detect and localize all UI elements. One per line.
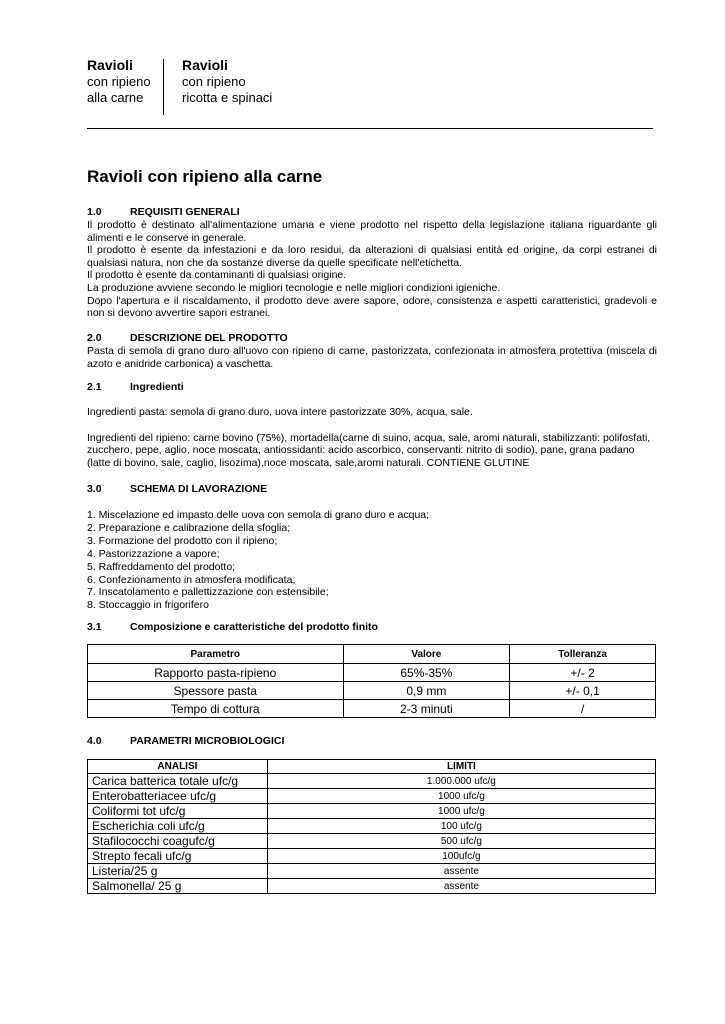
section-parametri-microbiologici <box>87 735 657 748</box>
section-number: 3.0 <box>87 483 102 495</box>
section-ingredienti <box>87 381 657 469</box>
section-composizione <box>87 621 657 634</box>
table-cell: +/- 0,1 <box>510 682 656 700</box>
process-step: 7. Inscatolamento e pallettizzazione con estensibile; <box>87 586 329 599</box>
process-step: 4. Pastorizzazione a vapore; <box>87 547 220 560</box>
column-header: Tolleranza <box>510 645 656 664</box>
table-cell: Salmonella/ 25 g <box>88 879 268 894</box>
header-subtitle: con ripieno <box>87 74 151 89</box>
section-title: REQUISITI GENERALI <box>130 206 240 218</box>
process-steps-list <box>87 509 657 612</box>
section-title: PARAMETRI MICROBIOLOGICI <box>130 735 285 747</box>
header-rule <box>87 128 653 129</box>
paragraph: Il prodotto è esente da contaminanti di qualsiasi origine. <box>87 269 347 282</box>
table-row <box>88 834 656 849</box>
table-cell: Enterobatteriacee ufc/g <box>88 789 268 804</box>
header-column-carne <box>87 57 162 106</box>
header-divider <box>163 59 164 115</box>
table-cell: Strepto fecali ufc/g <box>88 849 268 864</box>
column-header: Valore <box>343 645 510 664</box>
section-heading <box>87 206 657 219</box>
table-row <box>88 879 656 894</box>
section-number: 2.1 <box>87 381 102 393</box>
table-cell: 100ufc/g <box>267 849 655 864</box>
table-cell: Tempo di cottura <box>88 700 344 718</box>
section-descrizione <box>87 332 657 370</box>
header-subtitle: con ripieno <box>182 74 246 89</box>
table-cell: 1000 ufc/g <box>267 789 655 804</box>
section-number: 1.0 <box>87 206 102 218</box>
table-cell: +/- 2 <box>510 664 656 682</box>
section-title: DESCRIZIONE DEL PRODOTTO <box>130 332 288 344</box>
process-step: 1. Miscelazione ed impasto delle uova con semola di grano duro e acqua; <box>87 509 430 521</box>
paragraph: Dopo l'apertura e il riscaldamento, il prodotto deve avere sapore, odore, consistenza e aspetti caratteristici, gradevoli e non si devono avvertire sapori estranei. <box>87 294 657 320</box>
paragraph: Pasta di semola di grano duro all'uovo con ripieno di carne, pastorizzata, confezionata in atmosfera protettiva (miscela di azoto e anidride carbonica) a vaschetta. <box>87 345 657 370</box>
table-cell: Carica batterica totale ufc/g <box>88 774 268 789</box>
column-header: Parametro <box>88 645 344 664</box>
process-step: 2. Preparazione e calibrazione della sfoglia; <box>87 521 291 534</box>
paragraph: La produzione avviene secondo le migliori tecnologie e nelle migliori condizioni igieniche. <box>87 281 501 294</box>
process-step: 8. Stoccaggio in frigorifero <box>87 599 209 612</box>
table-cell: 1000 ufc/g <box>267 804 655 819</box>
table-cell: 65%-35% <box>343 664 510 682</box>
table-cell: 0,9 mm <box>343 682 510 700</box>
column-header: LIMITI <box>267 760 655 774</box>
paragraph: Il prodotto è destinato all'alimentazione umana e viene prodotto nel rispetto della legislazione italiana riguardante gli alimenti e le conserve in generale. <box>87 219 657 244</box>
table-cell: assente <box>267 879 655 894</box>
table-row <box>88 664 656 682</box>
header-title: Ravioli <box>87 57 133 73</box>
table-cell: assente <box>267 864 655 879</box>
table-row <box>88 789 656 804</box>
paragraph: Il prodotto è esente da infestazioni e da loro residui, da alterazioni di qualsiasi entità ed origine, da corpi estranei di qualsiasi natura, non che da sostanze diverse da quelle specificate nell'etichetta. <box>87 244 657 269</box>
table-cell: 2-3 minuti <box>343 700 510 718</box>
table-cell: 1.000.000 ufc/g <box>267 774 655 789</box>
table-row <box>88 819 656 834</box>
section-title: SCHEMA DI LAVORAZIONE <box>130 483 268 495</box>
page-title: Ravioli con ripieno alla carne <box>87 167 323 186</box>
table-cell: Listeria/25 g <box>88 864 268 879</box>
table-cell: Escherichia coli ufc/g <box>88 819 268 834</box>
section-number: 4.0 <box>87 735 102 747</box>
section-number: 2.0 <box>87 332 102 344</box>
header-column-ricotta <box>182 57 322 106</box>
process-step: 3. Formazione del prodotto con il ripieno; <box>87 534 278 547</box>
section-heading <box>87 483 657 496</box>
section-heading <box>87 332 657 345</box>
section-heading <box>87 735 657 748</box>
process-step: 6. Confezionamento in atmosfera modificata; <box>87 573 296 586</box>
section-title: Composizione e caratteristiche del prodotto finito <box>130 621 378 633</box>
process-step: 5. Raffreddamento del prodotto; <box>87 560 236 573</box>
table-row <box>88 774 656 789</box>
table-row <box>88 700 656 718</box>
column-header: ANALISI <box>88 760 268 774</box>
section-title: Ingredienti <box>130 381 184 393</box>
section-number: 3.1 <box>87 621 102 633</box>
table-row <box>88 849 656 864</box>
table-cell: Coliformi tot ufc/g <box>88 804 268 819</box>
table-cell: 500 ufc/g <box>267 834 655 849</box>
section-heading <box>87 381 657 394</box>
table-cell: Rapporto pasta-ripieno <box>88 664 344 682</box>
table-cell: Spessore pasta <box>88 682 344 700</box>
table-header-row <box>88 760 656 774</box>
composition-table <box>87 644 656 718</box>
section-heading <box>87 621 657 634</box>
table-row <box>88 804 656 819</box>
section-requisiti-generali <box>87 206 657 320</box>
table-cell: / <box>510 700 656 718</box>
header-title: Ravioli <box>182 57 228 73</box>
ingredients-pasta: Ingredienti pasta: semola di grano duro, uova intere pastorizzate 30%, acqua, sale. <box>87 406 473 418</box>
table-row <box>88 864 656 879</box>
table-header-row <box>88 645 656 664</box>
table-cell: Stafilococchi coagufc/g <box>88 834 268 849</box>
section-schema-lavorazione <box>87 483 657 612</box>
ingredients-filling: Ingredienti del ripieno: carne bovino (75%), mortadella(carne di suino, acqua, sale, aromi naturali, stabilizzanti: polifosfati, zucchero, pepe, aglio, noce moscata, antiossidanti: acido ascorbico, conservanti: nitrito di sodio), pane, grana padano (latte di bovino, sale, caglio, lisozima),noce moscata, sale,aromi naturali. CONTIENE GLUTINE <box>87 431 651 469</box>
table-row <box>88 682 656 700</box>
table-cell: 100 ufc/g <box>267 819 655 834</box>
microbiological-table <box>87 759 656 894</box>
header-subtitle: alla carne <box>87 90 144 105</box>
header-subtitle: ricotta e spinaci <box>182 90 273 105</box>
